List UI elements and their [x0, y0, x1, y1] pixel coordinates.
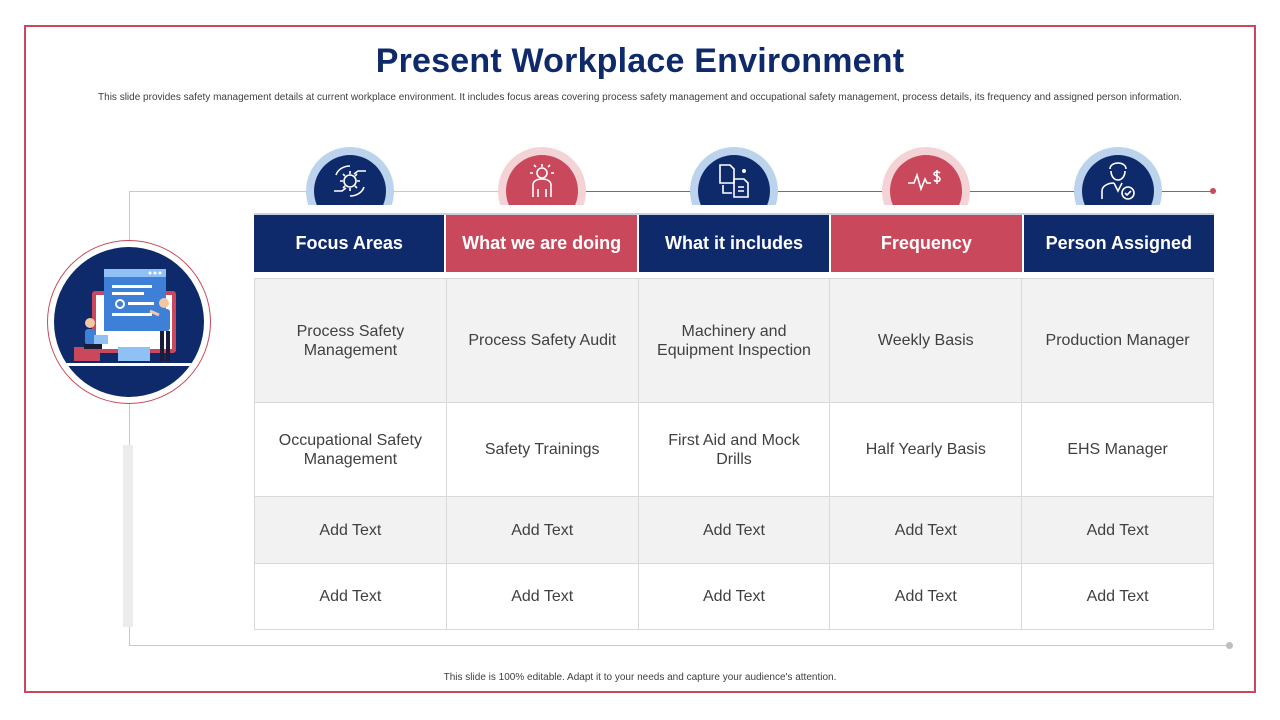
- header-person-assigned: Person Assigned: [1024, 215, 1214, 272]
- table-cell: EHS Manager: [1022, 403, 1214, 497]
- table-cell: Production Manager: [1022, 279, 1214, 403]
- table-cell: Add Text: [255, 564, 447, 630]
- header-focus-areas: Focus Areas: [254, 215, 446, 272]
- table-cell: Add Text: [255, 497, 447, 564]
- manager-check-icon: [1098, 161, 1138, 201]
- table-row: [254, 564, 1214, 630]
- person-assigned-badge: [1074, 147, 1162, 205]
- frequency-badge: [882, 147, 970, 205]
- connector-dot-grey: [1226, 642, 1233, 649]
- table-row: [254, 403, 1214, 497]
- table-cell: Process Safety Management: [255, 279, 447, 403]
- table-cell: Add Text: [447, 564, 639, 630]
- header-frequency: Frequency: [831, 215, 1023, 272]
- table-cell: Weekly Basis: [830, 279, 1022, 403]
- header-what-we-are-doing: What we are doing: [446, 215, 638, 272]
- connector-dot-red: [1210, 188, 1216, 194]
- table-cell: First Aid and Mock Drills: [639, 403, 831, 497]
- documents-icon: [714, 161, 754, 201]
- slide-title: Present Workplace Environment: [375, 42, 905, 80]
- workplace-illustration: [54, 247, 204, 397]
- person-target-icon: [522, 161, 562, 201]
- table-cell: Add Text: [830, 497, 1022, 564]
- table-cell: Machinery and Equipment Inspection: [639, 279, 831, 403]
- table-cell: Add Text: [830, 564, 1022, 630]
- slide-footer: This slide is 100% editable. Adapt it to your needs and capture your audience's attention.: [443, 672, 837, 683]
- table-cell: Occupational Safety Management: [255, 403, 447, 497]
- table-row: [254, 497, 1214, 564]
- table-row: [254, 278, 1214, 403]
- table-cell: Add Text: [1022, 497, 1214, 564]
- header-what-it-includes: What it includes: [639, 215, 831, 272]
- table-cell: Process Safety Audit: [447, 279, 639, 403]
- focus-areas-badge: [306, 147, 394, 205]
- table-cell: Add Text: [447, 497, 639, 564]
- table-cell: Half Yearly Basis: [830, 403, 1022, 497]
- slide-subtitle: This slide provides safety management details at current workplace environment. It includes focus areas covering process safety management and occupational safety management, process details, its frequency and assigned person information.: [98, 92, 1182, 103]
- workplace-table: [254, 213, 1214, 630]
- table-cell: Safety Trainings: [447, 403, 639, 497]
- what-it-includes-badge: [690, 147, 778, 205]
- gear-hands-icon: [330, 161, 370, 201]
- connector-line-bottom: [129, 645, 1229, 646]
- workplace-illustration-icon: [54, 247, 204, 397]
- heartbeat-dollar-icon: [906, 161, 946, 201]
- table-cell: Add Text: [639, 497, 831, 564]
- table-cell: Add Text: [1022, 564, 1214, 630]
- table-header-row: [254, 213, 1214, 272]
- table-cell: Add Text: [639, 564, 831, 630]
- decorative-bar: [123, 445, 133, 627]
- what-we-are-doing-badge: [498, 147, 586, 205]
